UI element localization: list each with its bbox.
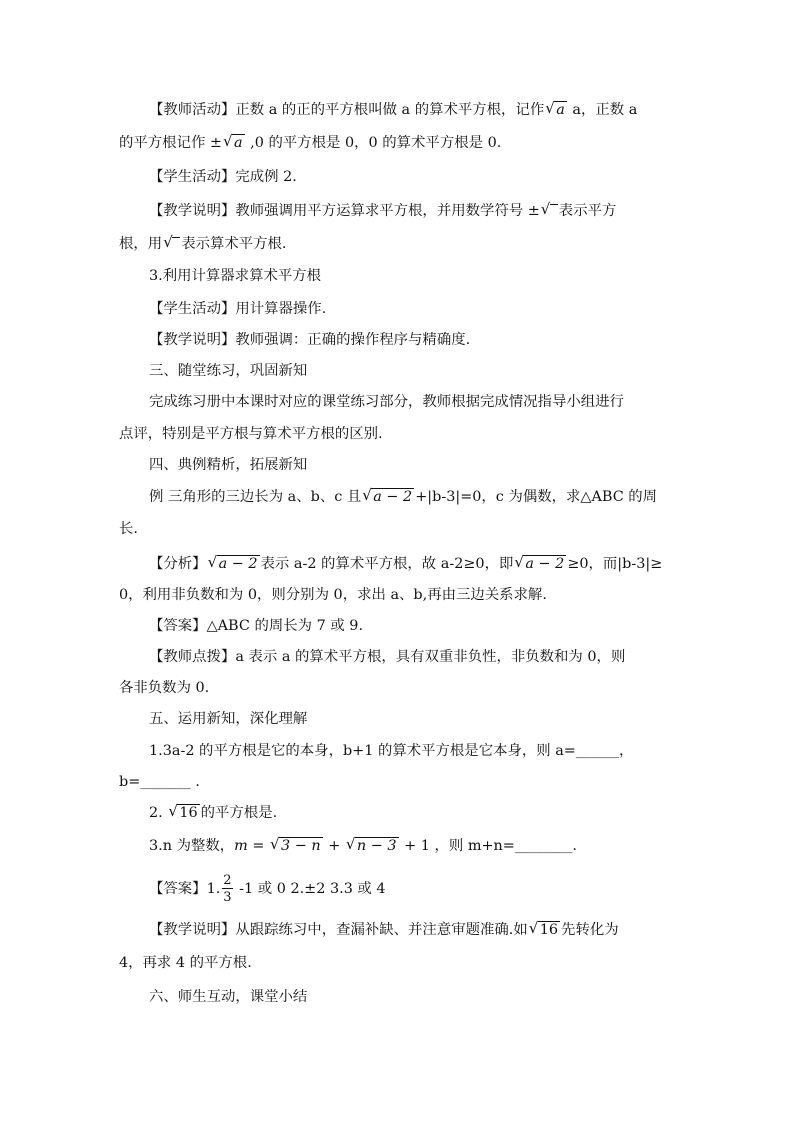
exercise-line: 3.n 为整数，m = √ 3 − n + √ n − 3 + 1 ，则 m+n=________. [149,835,577,854]
sqrt-expression: √ a − 2 [207,553,258,572]
exercise-line: 2. √ 16 的平方根是. [149,802,278,821]
teacher-activity-line [149,100,637,120]
text-line: 完成练习册中本课时对应的课堂练习部分，教师根据完成情况指导小组进行 [149,394,624,410]
example-line: 例 三角形的三边长为 a、b、c 且 √ a − 2 +|b-3|=0，c 为偶数，求△ABC 的周 [149,486,658,505]
fraction: $\frac{2}{3}$ [223,873,232,905]
text-line: 4，再求 4 的平方根. [119,955,252,971]
sqrt-symbol: √ [163,234,180,254]
sqrt-16: √ 16 [168,802,198,821]
sqrt-expression: √ a − 2 [514,553,565,572]
sqrt-symbol: √ [541,201,558,221]
analysis-line: 【分析】 √ a − 2 表示 a-2 的算术平方根，故 a-2≥0，即 √ a − 2 ≥0，而|b-3|≥ [149,553,663,572]
sqrt-expression: √ a − 2 [362,486,413,505]
sqrt-expression: √ 3 − n [270,835,321,854]
text-line: b=_______ . [119,774,200,790]
text-line: 0，利用非负数和为 0，则分别为 0，求出 a、b,再由三边关系求解. [119,587,547,603]
section-heading: 六、师生互动，课堂小结 [149,989,308,1005]
text-line: 各非负数为 0. [119,680,210,696]
text-line: 【教学说明】教师强调：正确的操作程序与精确度. [149,332,471,348]
text-line: 根，用 √ 表示算术平方根. [119,233,287,252]
text-line: 点评，特别是平方根与算术平方根的区别. [119,426,383,442]
section-heading: 三、随堂练习，巩固新知 [149,363,308,379]
sqrt-16: √ 16 [528,919,559,938]
text-line: 的平方根记作 ± √ a ,0 的平方根是 0，0 的算术平方根是 0. [119,132,502,151]
text-line: 3.利用计算器求算术平方根 [149,268,322,284]
answer-line: 【答案】△ABC 的周长为 7 或 9. [149,618,364,634]
section-heading: 五、运用新知，深化理解 [149,711,308,727]
section-heading: 四、典例精析，拓展新知 [149,457,308,473]
sqrt-expression: √ n − 3 [345,835,397,854]
sqrt-a: √ a [545,99,565,118]
text: 【教师活动】正数 a 的正的平方根叫做 a 的算术平方根，记作 [149,102,545,118]
exercise-line: 1.3a-2 的平方根是它的本身，b+1 的算术平方根是它本身，则 a=______， [149,743,634,759]
text-line: 长. [119,521,138,537]
sqrt-a: √ a [222,132,243,151]
text: a，正数 a [567,102,638,118]
text-line: 【学生活动】完成例 2. [149,169,297,185]
text-line: 【学生活动】用计算器操作. [149,301,327,317]
text-line: 【教师点拨】a 表示 a 的算术平方根，具有双重非负性，非负数和为 0，则 [149,649,626,665]
text-line: 【教学说明】教师强调用平方运算求平方根，并用数学符号 ± √ 表示平方 [149,200,617,219]
answer-line: 【答案】1. $\frac{2}{3}$ -1 或 0 2.±2 3.3 或 4 [149,873,386,905]
text-line: 【教学说明】从跟踪练习中，查漏补缺、并注意审题准确.如 √ 16 先转化为 [149,919,619,938]
